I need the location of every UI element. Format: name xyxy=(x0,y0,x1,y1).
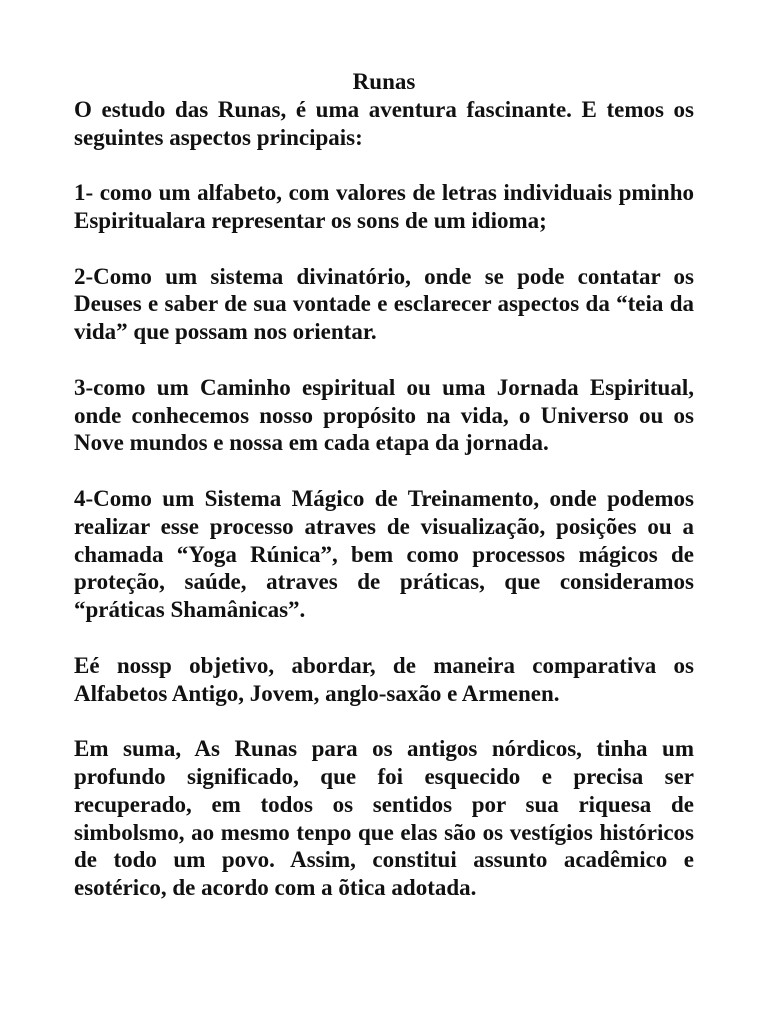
paragraph-alphabet: 1- como um alfabeto, com valores de letras individuais pminho Espiritualara representar os sons de um idioma; xyxy=(74,180,694,233)
paragraph-divination: 2-Como um sistema divinatório, onde se pode contatar os Deuses e saber de sua vontade e esclarecer aspectos da “teia da vida” que possam nos orientar. xyxy=(74,263,694,345)
paragraph-intro: O estudo das Runas, é uma aventura fascinante. E temos os seguintes aspectos principais: xyxy=(74,96,694,150)
paragraph-spiritual-path: 3-como um Caminho espiritual ou uma Jornada Espiritual, onde conhecemos nosso propósito na vida, o Universo ou os Nove mundos e nossa em cada etapa da jornada. xyxy=(74,374,694,456)
document-page xyxy=(74,68,694,902)
paragraph-objective: Eé nossp objetivo, abordar, de maneira comparativa os Alfabetos Antigo, Jovem, anglo-saxão e Armenen. xyxy=(74,652,694,706)
document-title: Runas xyxy=(352,69,416,94)
paragraph-magic-system: 4-Como um Sistema Mágico de Treinamento, onde podemos realizar esse processo atraves de visualização, posições ou a chamada “Yoga Rúnica”, bem como processos mágicos de proteção, saúde, atraves de práticas, que consideramos “práticas Shamânicas”. xyxy=(74,485,694,623)
paragraph-summary: Em suma, As Runas para os antigos nórdicos, tinha um profundo significado, que foi esquecido e precisa ser recuperado, em todos os sentidos por sua riquesa de simbolsmo, ao mesmo tenpo que elas são os vestígios históricos de todo um povo. Assim, constitui assunto acadêmico e esotérico, de acordo com a õtica adotada. xyxy=(74,736,694,901)
